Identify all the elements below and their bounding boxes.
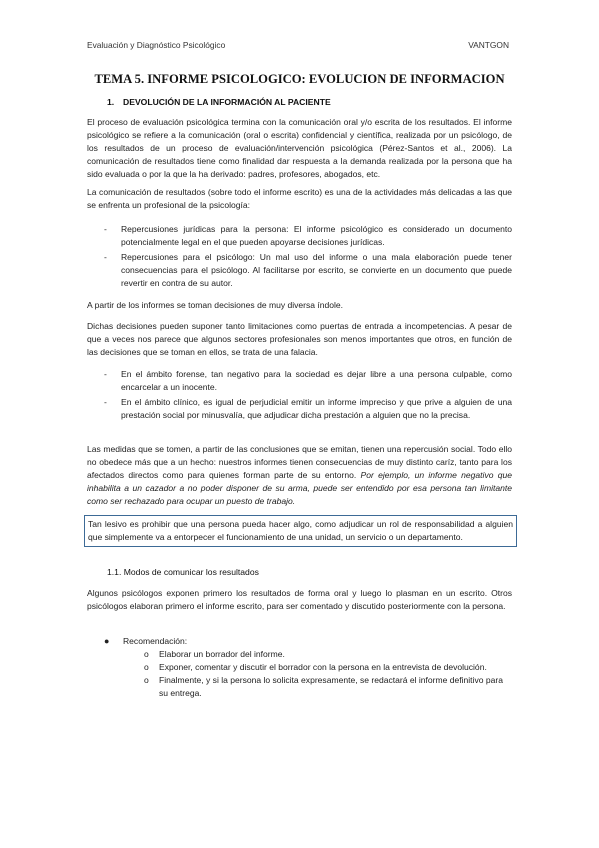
list-item-text: Repercusiones jurídicas para la persona: El informe psicológico es considerado un documento potencialmente legal en el que pueden apoyarse decisiones jurídicas. — [121, 224, 512, 247]
list-item — [144, 661, 514, 674]
circle-marker: o — [144, 649, 149, 659]
dash-marker: - — [104, 397, 107, 407]
repercussions-list — [104, 223, 512, 292]
paragraph-delicate: La comunicación de resultados (sobre todo el informe escrito) es una de la actividades más delicadas a las que se enfrenta un profesional de la psicología: — [87, 187, 512, 210]
list-item — [104, 223, 512, 249]
paragraph-text: Las medidas que se tomen, a partir de las conclusiones que se emitan, tienen una repercusión social. Todo ello no obedece más que a un hecho: nuestros informes tienen consecuencias de muy distinto caríz, tanto para los afectados directos como para quienes forman parte de su entorno. — [87, 444, 512, 480]
paragraph-decisions: A partir de los informes se toman decisiones de muy diversa índole. — [87, 300, 344, 310]
list-item — [104, 396, 512, 422]
dash-marker: - — [104, 252, 107, 262]
list-item-text: Finalmente, y si la persona lo solicita expresamente, se redactará el informe definitivo para su entrega. — [159, 675, 503, 698]
paragraph-intro: El proceso de evaluación psicológica termina con la comunicación oral y/o escrita de los resultados. El informe psicológico se refiere a la comunicación (oral o escrita) confidencial y científica, realizada por un psicólogo, de los resultados de un proceso de evaluación/intervención psicológica (Pérez-Santos et al., 2006). La comunicación de resultados tiene como finalidad dar respuesta a la demanda realizada por la persona que ha sido evaluada o por la que la ha derivado: padres, profesores, abogados, etc. — [87, 117, 512, 179]
example-text: Por ejemplo, un informe negativo que inhabilita a un cazador a no poder disponer de su arma, puede ser entendido por esa persona tan limitante como ser rechazado para ocupar un puesto de trabajo. — [87, 470, 512, 506]
section-number: 1. — [107, 97, 115, 107]
paragraph-fallacy: Dichas decisiones pueden suponer tanto limitaciones como puertas de entrada a incompetencias. A pesar de que a veces nos parece que algunos sectores profesionales son menos importantes que otros, en función de las decisiones que se toman en ellos, se trata de una falacia. — [87, 321, 512, 357]
bullet-text: Recomendación: — [123, 636, 188, 646]
subsection-heading: 1.1. Modos de comunicar los resultados — [107, 567, 259, 577]
circle-marker: o — [144, 662, 149, 672]
list-item — [104, 251, 512, 290]
list-item — [104, 368, 512, 394]
dash-marker: - — [104, 224, 107, 234]
section-heading — [107, 97, 331, 107]
section-title: DEVOLUCIÓN DE LA INFORMACIÓN AL PACIENTE — [123, 97, 331, 107]
list-item — [144, 648, 514, 661]
recommendation-steps — [144, 648, 514, 700]
list-item-text: En el ámbito clínico, es igual de perjudicial emitir un informe impreciso y que prive a alguien de una prestación social por minusvalía, que adjudicar dicha prestación a alguien que no la precisa. — [121, 397, 512, 420]
circle-marker: o — [144, 675, 149, 685]
list-item-text: Elaborar un borrador del informe. — [159, 649, 285, 659]
header-left: Evaluación y Diagnóstico Psicológico — [87, 40, 226, 50]
dash-marker: - — [104, 369, 107, 379]
page-title: TEMA 5. INFORME PSICOLOGICO: EVOLUCION DE INFORMACION — [94, 72, 505, 86]
paragraph-social-impact — [87, 443, 512, 508]
list-item-text: Repercusiones para el psicólogo: Un mal uso del informe o una mala elaboración puede tener consecuencias para el psicólogo. Al facilitarse por escrito, se convierte en un documento que puede revertir en contra de su autor. — [121, 252, 512, 288]
paragraph-modes: Algunos psicólogos exponen primero los resultados de forma oral y luego lo plasman en un escrito. Otros psicólogos elaboran primero el informe escrito, para ser comentado y discutido posteriormente con la persona. — [87, 588, 512, 611]
header-right: VANTGON — [468, 40, 509, 50]
highlighted-note: Tan lesivo es prohibir que una persona pueda hacer algo, como adjudicar un rol de responsabilidad a alguien que simplemente va a entorpecer el funcionamiento de una unidad, un servicio o un departamento. — [84, 515, 517, 547]
list-item-text: En el ámbito forense, tan negativo para la sociedad es dejar libre a una persona culpable, como encarcelar a un inocente. — [121, 369, 512, 392]
bullet-dot: ● — [104, 636, 110, 646]
list-item-text: Exponer, comentar y discutir el borrador con la persona en la entrevista de devolución. — [159, 662, 487, 672]
list-item — [144, 674, 514, 700]
domains-list — [104, 368, 512, 424]
